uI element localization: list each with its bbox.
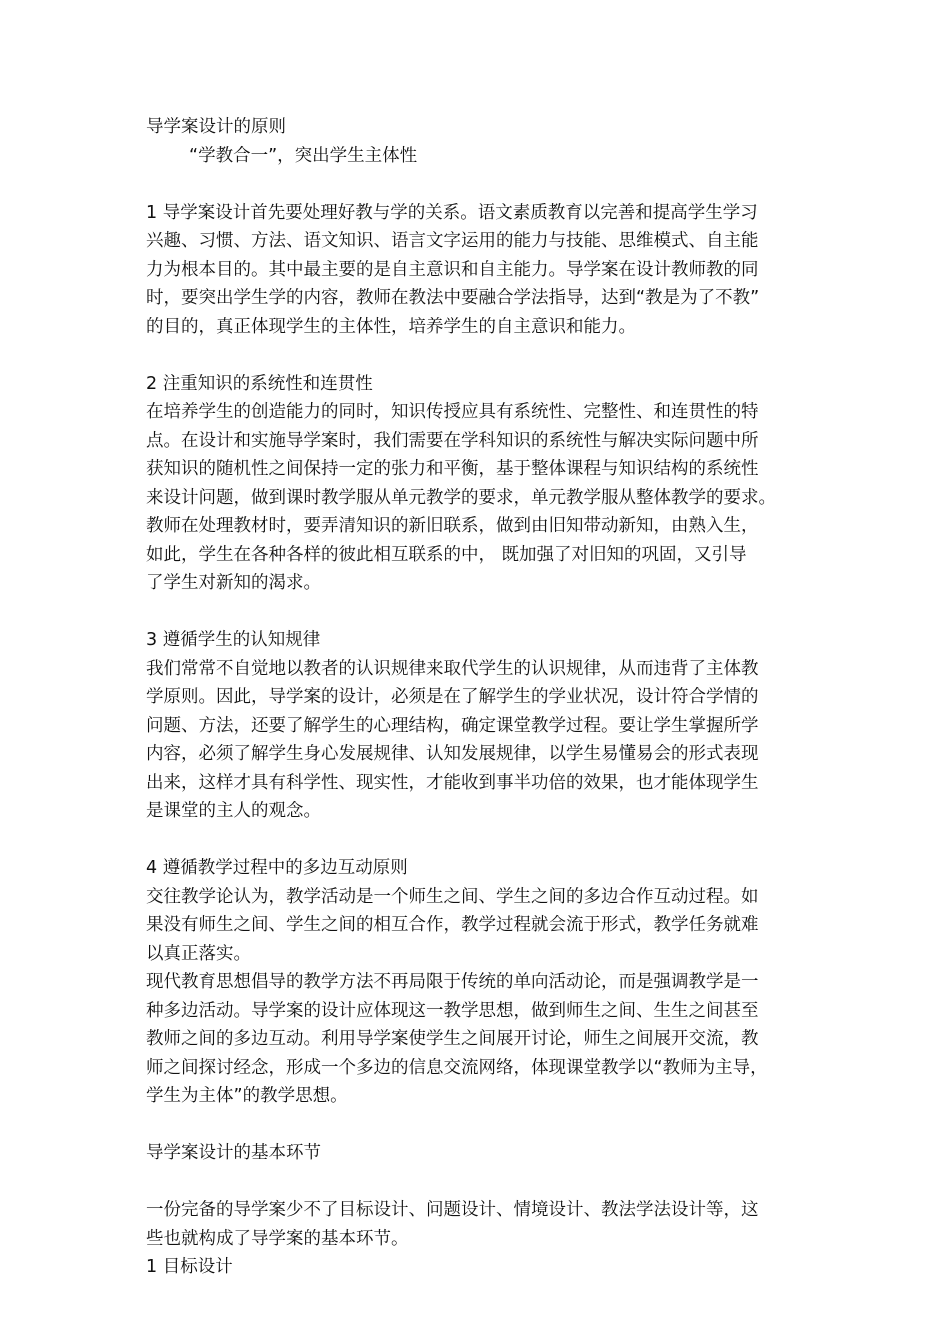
blank-line [146, 826, 810, 855]
section-3-line: 是课堂的主人的观念。 [146, 801, 321, 821]
document-title: 导学案设计的原则 [146, 117, 286, 137]
section-2-line: 教师在处理教材时，要弄清知识的新旧联系，做到由旧知带动新知，由熟入生， [146, 516, 759, 536]
document-subtitle: “学教合一”，突出学生主体性 [189, 145, 418, 166]
section-3-heading: 3 遵循学生的认知规律 [146, 630, 321, 650]
section-4-line: 以真正落实。 [146, 943, 251, 964]
section-1-line: 的目的，真正体现学生的主体性，培养学生的自主意识和能力。 [146, 316, 636, 337]
section-2-heading: 2 注重知识的系统性和连贯性 [146, 373, 373, 394]
blank-line [146, 170, 810, 199]
section-3-line: 内容，必须了解学生身心发展规律、认知发展规律，以学生易懂易会的形式表现 [146, 744, 759, 764]
blank-line [146, 341, 810, 370]
section-4-line: 果没有师生之间、学生之间的相互合作，教学过程就会流于形式，教学任务就难 [146, 915, 759, 935]
section-3-line: 我们常常不自觉地以教者的认识规律来取代学生的认识规律，从而违背了主体教 [146, 658, 759, 679]
document-page [146, 113, 810, 1282]
section-3 [146, 626, 810, 826]
section-4-line: 师之间探讨经念，形成一个多边的信息交流网络，体现课堂教学以“教师为主导， [146, 1057, 768, 1078]
section-1-line: 力为根本目的。其中最主要的是自主意识和自主能力。导学案在设计教师教的同 [146, 259, 759, 280]
section-2-line: 来设计问题，做到课时教学服从单元教学的要求，单元教学服从整体教学的要求。 [146, 487, 776, 508]
section-4-line: 交往教学论认为，教学活动是一个师生之间、学生之间的多边合作互动过程。如 [146, 886, 759, 907]
part2-item: 1 目标设计 [146, 1257, 233, 1277]
blank-line [146, 1168, 810, 1197]
section-3-line: 学原则。因此，导学案的设计，必须是在了解学生的学业状况，设计符合学情的 [146, 687, 759, 707]
section-2-line: 获知识的随机性之间保持一定的张力和平衡，基于整体课程与知识结构的系统性 [146, 459, 759, 479]
section-1 [146, 199, 810, 342]
section-2-line: 了学生对新知的渴求。 [146, 573, 321, 593]
section-3-line: 出来，这样才具有科学性、现实性，才能收到事半功倍的效果，也才能体现学生 [146, 772, 759, 793]
section-1-heading: 1 导学案设计首先要处理好教与学的关系。语文素质教育以完善和提高学生学习 [146, 202, 758, 223]
section-3-line: 问题、方法，还要了解学生的心理结构，确定课堂教学过程。要让学生掌握所学 [146, 715, 759, 736]
part2-line: 些也就构成了导学案的基本环节。 [146, 1228, 409, 1249]
section-1-line: 兴趣、习惯、方法、语文知识、语言文字运用的能力与技能、思维模式、自主能 [146, 231, 759, 251]
section-1-line: 时，要突出学生学的内容，教师在教法中要融合学法指导，达到“教是为了不教” [146, 288, 760, 308]
part2-line: 一份完备的导学案少不了目标设计、问题设计、情境设计、教法学法设计等，这 [146, 1200, 759, 1220]
section-2-line: 点。在设计和实施导学案时，我们需要在学科知识的系统性与解决实际问题中所 [146, 430, 759, 451]
section-2-line: 在培养学生的创造能力的同时，知识传授应具有系统性、完整性、和连贯性的特 [146, 402, 759, 422]
section-4-line: 现代教育思想倡导的教学方法不再局限于传统的单向活动论，而是强调教学是一 [146, 972, 759, 992]
section-4-line: 学生为主体”的教学思想。 [146, 1086, 348, 1106]
section-2 [146, 370, 810, 598]
section-2-line: 如此，学生在各种各样的彼此相互联系的中， 既加强了对旧知的巩固，又引导 [146, 544, 747, 565]
blank-line [146, 598, 810, 627]
section-4-line: 教师之间的多边互动。利用导学案使学生之间展开讨论，师生之间展开交流，教 [146, 1029, 759, 1049]
part2-title: 导学案设计的基本环节 [146, 1143, 321, 1163]
blank-line [146, 1111, 810, 1140]
section-4-line: 种多边活动。导学案的设计应体现这一教学思想，做到师生之间、生生之间甚至 [146, 1000, 759, 1021]
section-4 [146, 854, 810, 1111]
section-4-heading: 4 遵循教学过程中的多边互动原则 [146, 858, 408, 878]
